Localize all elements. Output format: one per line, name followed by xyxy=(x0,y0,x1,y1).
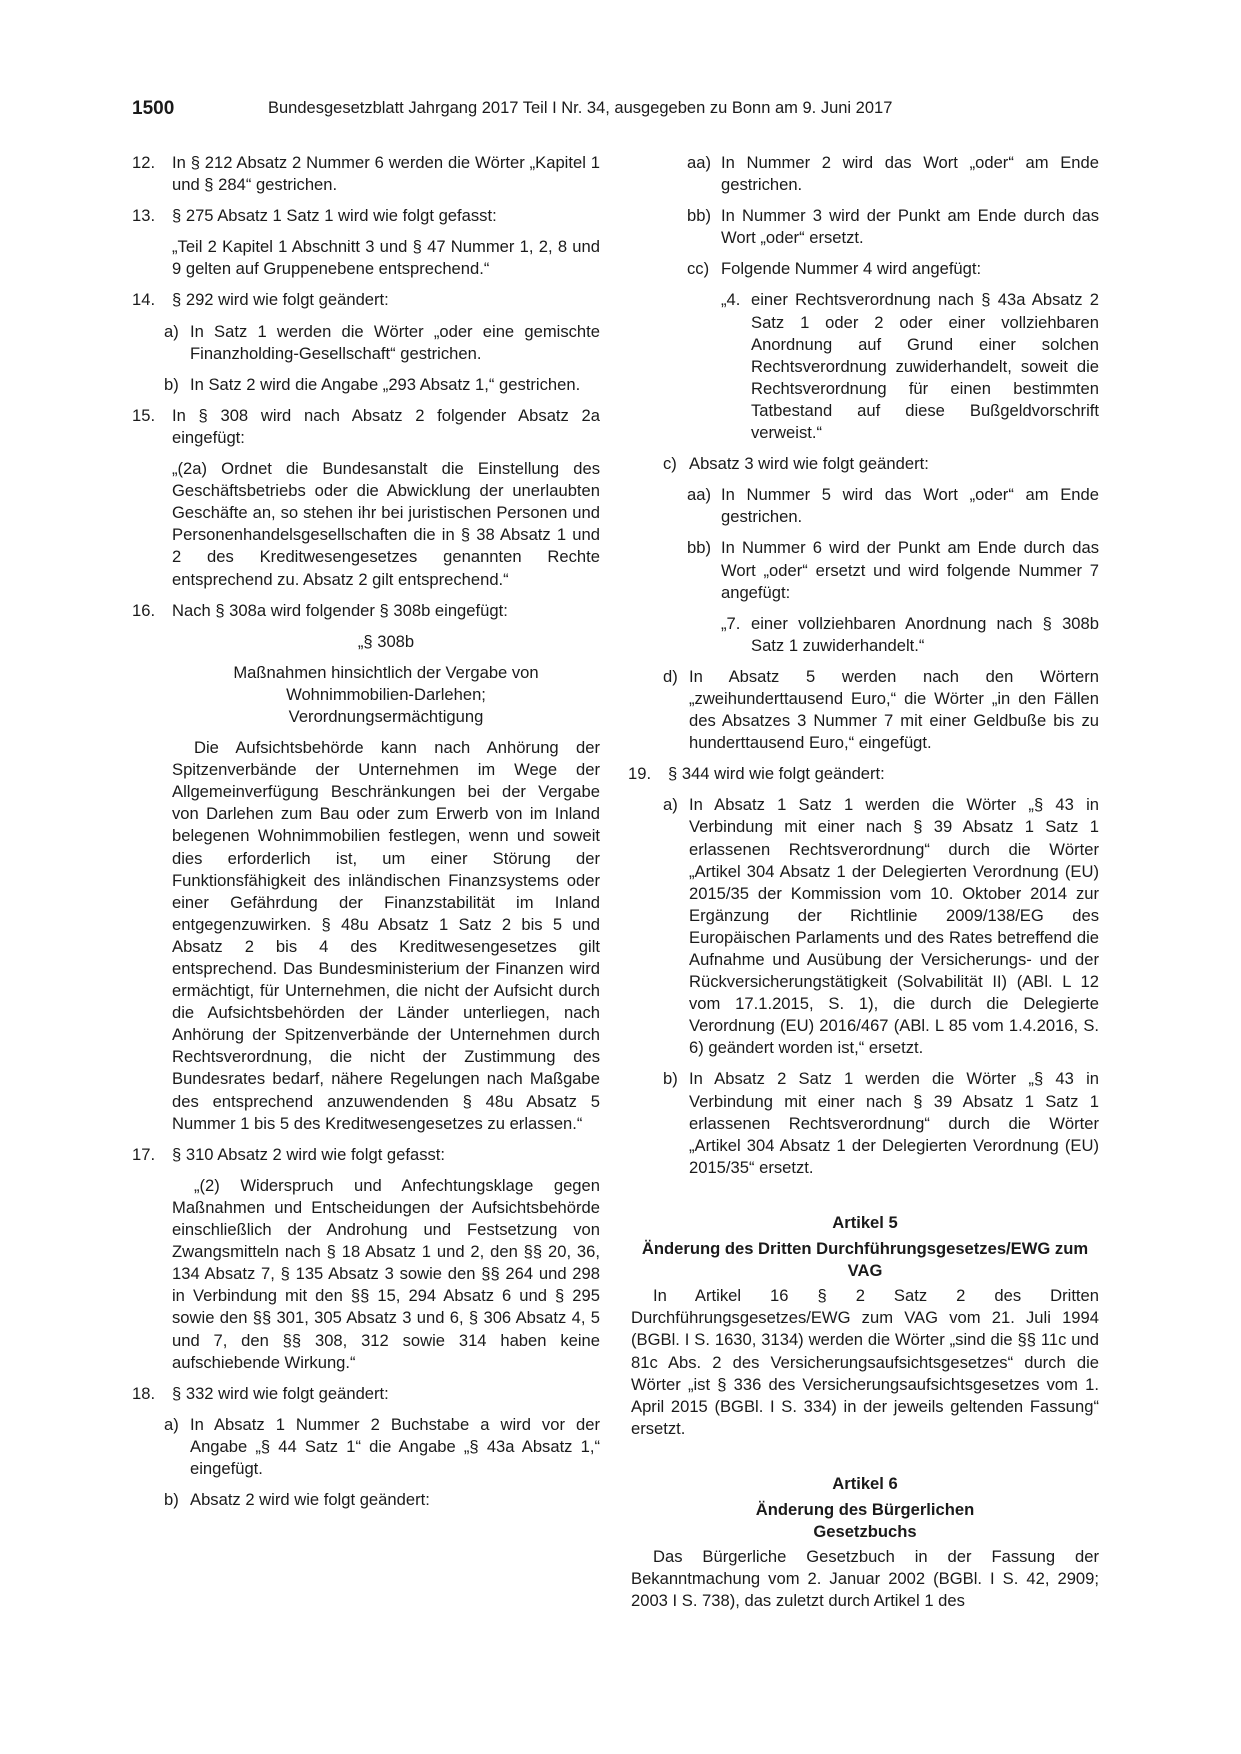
list-item xyxy=(631,484,1099,528)
item-label: bb) xyxy=(687,538,711,558)
list-item xyxy=(132,321,600,365)
section-title xyxy=(132,631,600,653)
heading-text: Artikel 6 xyxy=(832,1473,898,1493)
item-text: Absatz 3 wird wie folgt geändert: xyxy=(689,454,929,474)
item-label: 17. xyxy=(132,1144,156,1164)
item-label: c) xyxy=(663,454,677,474)
item-label: 15. xyxy=(132,405,156,425)
heading-text: Änderung des Dritten Durchführungsgesetzes/EWG zum VAG xyxy=(641,1239,1089,1281)
list-item xyxy=(631,537,1099,603)
article-heading xyxy=(631,1499,1099,1543)
paragraph-text: „(2a) Ordnet die Bundesanstalt die Einstellung des Geschäftsbetriebs oder die Abwicklung der unerlaubten Geschäfte an, so stehen ihr bei juristischen Personen und Personenhandelsgesellschaften die in § 38 Absatz 1 und 2 des Kreditwesengesetzes genannten Rechte entsprechend zu. Absatz 2 gilt entsprechend.“ xyxy=(172,459,600,589)
paragraph-text: „Teil 2 Kapitel 1 Abschnitt 3 und § 47 Nummer 1, 2, 8 und 9 gelten auf Gruppenebene entsprechend.“ xyxy=(172,237,600,279)
item-text: In Nummer 2 wird das Wort „oder“ am Ende gestrichen. xyxy=(721,153,1099,195)
page-number: 1500 xyxy=(132,98,175,119)
left-column xyxy=(132,152,600,1511)
paragraph xyxy=(132,737,600,1135)
item-text: § 275 Absatz 1 Satz 1 wird wie folgt gefasst: xyxy=(172,206,497,226)
list-item xyxy=(132,1383,600,1405)
item-label: 14. xyxy=(132,290,156,310)
item-text: In Absatz 2 Satz 1 werden die Wörter „§ 43 in Verbindung mit einer nach § 39 Absatz 1 Satz 1 erlassenen Rechtsverordnung“ durch die Wörter „Artikel 304 Absatz 1 der Delegierten Verordnung (EU) 2015/35“ ersetzt. xyxy=(689,1069,1099,1177)
section-title xyxy=(132,662,600,728)
list-item xyxy=(631,613,1099,657)
list-item xyxy=(132,1414,600,1480)
list-item xyxy=(631,152,1099,196)
item-label: aa) xyxy=(687,485,711,505)
item-label: b) xyxy=(663,1069,678,1089)
list-item xyxy=(132,405,600,449)
list-item xyxy=(132,289,600,311)
item-text: § 292 wird wie folgt geändert: xyxy=(172,290,389,310)
item-text: § 310 Absatz 2 wird wie folgt gefasst: xyxy=(172,1144,446,1164)
item-label: 12. xyxy=(132,153,156,172)
item-label: a) xyxy=(164,1414,179,1434)
item-label: 18. xyxy=(132,1383,156,1403)
paragraph-text: „(2) Widerspruch und Anfechtungsklage gegen Maßnahmen und Entscheidungen der Aufsichtsbehörde einschließlich der Androhung und Festsetzung von Zwangsmitteln nach § 18 Absatz 1 und 2, den §§ 20, 36, 134 Absatz 7, § 135 Absatz 3 sowie den §§ 264 und 298 in Verbindung mit den §§ 15, 294 Absatz 6 und § 295 sowie den §§ 301, 305 Absatz 3 und 6, § 306 Absatz 4, 5 und 7, den §§ 308, 312 sowie 314 haben keine aufschiebende Wirkung.“ xyxy=(172,1175,600,1372)
item-text: § 344 wird wie folgt geändert: xyxy=(668,764,885,784)
article-heading xyxy=(631,1473,1099,1495)
item-text: In § 212 Absatz 2 Nummer 6 werden die Wörter „Kapitel 1 und § 284“ gestrichen. xyxy=(172,153,600,195)
item-text: In Absatz 1 Nummer 2 Buchstabe a wird vor der Angabe „§ 44 Satz 1“ die Angabe „§ 43a Absatz 1,“ eingefügt. xyxy=(190,1414,600,1478)
item-label: b) xyxy=(164,1490,179,1510)
list-item xyxy=(132,205,600,227)
section-title-text: Maßnahmen hinsichtlich der Vergabe von Wohnimmobilien-Darlehen; Verordnungsermächtigung xyxy=(233,662,539,726)
item-label: a) xyxy=(164,321,179,341)
item-label: bb) xyxy=(687,206,711,226)
list-item xyxy=(631,1068,1099,1178)
list-item xyxy=(631,794,1099,1059)
item-text: einer vollziehbaren Anordnung nach § 308b Satz 1 zuwiderhandelt.“ xyxy=(751,613,1099,655)
paragraph xyxy=(631,1285,1099,1440)
list-item xyxy=(132,152,600,196)
item-text: In Satz 2 wird die Angabe „293 Absatz 1,“ gestrichen. xyxy=(190,374,581,394)
list-item xyxy=(628,763,1099,785)
item-label: cc) xyxy=(687,259,710,279)
item-text: In Absatz 1 Satz 1 werden die Wörter „§ 43 in Verbindung mit einer nach § 39 Absatz 1 Satz 1 erlassenen Rechtsverordnung“ durch die Wörter „Artikel 304 Absatz 1 der Delegierten Verordnung (EU) 2015/35 der Kommission vom 10. Oktober 2014 zur Ergänzung der Richtlinie 2009/138/EG des Europäischen Parlaments und des Rates betreffend die Aufnahme und Ausübung der Versicherungs- und der Rückversicherungstätigkeit (Solvabilität II) (ABl. L 12 vom 17.1.2015, S. 1), die durch die Delegierte Verordnung (EU) 2016/467 (ABl. L 85 vom 1.4.2016, S. 6) geändert worden ist,“ ersetzt. xyxy=(689,795,1099,1058)
article-heading xyxy=(631,1238,1099,1282)
list-item xyxy=(132,600,600,622)
right-column xyxy=(628,152,1099,1612)
heading-text: Artikel 5 xyxy=(832,1212,898,1232)
item-text: In Nummer 5 wird das Wort „oder“ am Ende gestrichen. xyxy=(721,485,1099,527)
list-item xyxy=(631,453,1099,475)
item-text: In Nummer 6 wird der Punkt am Ende durch das Wort „oder“ ersetzt und wird folgende Nummer 7 angefügt: xyxy=(721,538,1099,602)
section-title-text: „§ 308b xyxy=(357,631,415,651)
item-text: einer Rechtsverordnung nach § 43a Absatz 2 Satz 1 oder 2 oder einer vollziehbaren Anordnung auf Grund einer solchen Rechtsverordnung zuwiderhandelt, soweit die Rechtsverordnung für einen bestimmten Tatbestand auf diese Bußgeldvorschrift verweist.“ xyxy=(751,290,1099,443)
item-label: d) xyxy=(663,666,678,686)
heading-text: Änderung des Bürgerlichen Gesetzbuchs xyxy=(755,1499,975,1542)
quoted-paragraph xyxy=(132,236,600,280)
item-text: § 332 wird wie folgt geändert: xyxy=(172,1383,389,1403)
item-label: aa) xyxy=(687,153,711,172)
paragraph xyxy=(631,1546,1099,1612)
list-item xyxy=(132,1144,600,1166)
paragraph xyxy=(132,1175,600,1374)
quoted-paragraph xyxy=(132,458,600,591)
item-label: 13. xyxy=(132,206,156,226)
paragraph-text: In Artikel 16 § 2 Satz 2 des Dritten Durchführungsgesetzes/EWG zum VAG vom 21. Juli 1994 (BGBl. I S. 1630, 3134) werden die Wörter „sind die §§ 11c und 81c Abs. 2 des Versicherungsaufsichtsgesetzes“ durch die Wörter „ist § 336 des Versicherungsaufsichtsgesetzes vom 1. April 2015 (BGBl. I S. 334) in der jeweils geltenden Fassung“ ersetzt. xyxy=(631,1286,1099,1438)
article-heading xyxy=(631,1212,1099,1234)
item-text: In § 308 wird nach Absatz 2 folgender Absatz 2a eingefügt: xyxy=(172,405,600,447)
item-label: a) xyxy=(663,795,678,815)
list-item xyxy=(631,258,1099,280)
gazette-title: Bundesgesetzblatt Jahrgang 2017 Teil I Nr. 34, ausgegeben zu Bonn am 9. Juni 2017 xyxy=(268,99,893,117)
item-label: 19. xyxy=(628,764,652,784)
item-text: In Absatz 5 werden nach den Wörtern „zweihunderttausend Euro,“ die Wörter „in den Fällen des Absatzes 3 Nummer 7 mit einer Geldbuße bis zu hunderttausend Euro,“ eingefügt. xyxy=(689,666,1099,753)
page-header xyxy=(132,98,1112,124)
list-item xyxy=(132,1489,600,1511)
item-label: b) xyxy=(164,374,179,394)
list-item xyxy=(631,205,1099,249)
list-item xyxy=(132,374,600,396)
list-item xyxy=(631,666,1099,754)
item-text: In Satz 1 werden die Wörter „oder eine gemischte Finanzholding-Gesellschaft“ gestrichen. xyxy=(190,321,600,363)
item-label: 16. xyxy=(132,600,156,620)
item-text: In Nummer 3 wird der Punkt am Ende durch das Wort „oder“ ersetzt. xyxy=(721,206,1099,248)
item-label: „7. xyxy=(721,613,741,633)
item-text: Absatz 2 wird wie folgt geändert: xyxy=(190,1490,430,1510)
item-text: Nach § 308a wird folgender § 308b eingefügt: xyxy=(172,600,508,620)
list-item xyxy=(631,289,1099,444)
item-text: Folgende Nummer 4 wird angefügt: xyxy=(721,259,982,279)
paragraph-text: Das Bürgerliche Gesetzbuch in der Fassung der Bekanntmachung vom 2. Januar 2002 (BGBl. I S. 42, 2909; 2003 I S. 738), das zuletzt durch Artikel 1 des xyxy=(631,1547,1099,1611)
item-label: „4. xyxy=(721,290,741,310)
paragraph-text: Die Aufsichtsbehörde kann nach Anhörung der Spitzenverbände der Unternehmen im Wege der Allgemeinverfügung Beschränkungen bei der Vergabe von Darlehen zum Bau oder zum Erwerb von im Inland belegenen Wohnimmobilien festlegen, wenn und soweit dies erforderlich ist, um einer Störung der Funktionsfähigkeit des inländischen Finanzsystems oder einer Gefährdung der Finanzstabilität im Inland entgegenzuwirken. § 48u Absatz 1 Satz 2 bis 5 und Absatz 2 bis 4 des Kreditwesengesetzes gilt entsprechend. Das Bundesministerium der Finanzen wird ermächtigt, für Unternehmen, die nicht der Aufsicht durch die Aufsichtsbehörden der Länder unterliegen, nach Anhörung der Spitzenverbände der Unternehmen durch Rechtsverordnung, die nicht der Zustimmung des Bundesrates bedarf, nähere Regelungen nach Maßgabe des entsprechend anzuwendenden § 48u Absatz 5 Nummer 1 bis 5 des Kreditwesengesetzes zu erlassen.“ xyxy=(172,738,600,1133)
